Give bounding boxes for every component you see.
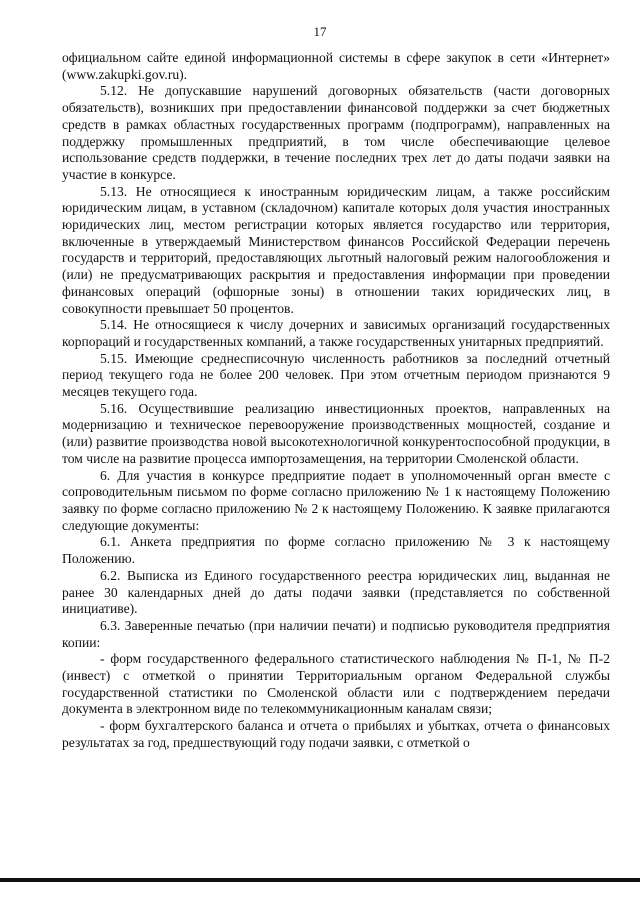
- paragraph-continuation: официальном сайте единой информационной системы в сфере закупок в сети «Интернет» (www.zakupki.gov.ru).: [62, 50, 610, 82]
- paragraph-5-15: 5.15. Имеющие среднесписочную численность работников за последний отчетный период текущего года не более 200 человек. При этом отчетным периодом признаются 9 месяцев текущего года.: [62, 350, 610, 400]
- paragraph-5-13: 5.13. Не относящиеся к иностранным юридическим лицам, а также российским юридическим лицам, в уставном (складочном) капитале которых доля участия иностранных юридических лиц, местом регистрации которых является государство или территория, включенные в утверждаемый Министерством финансов Российской Федерации перечень государств и территорий, предоставляющих льготный налоговый режим налогообложения и (или) не предусматривающих раскрытия и предоставления информации при проведении финансовых операций (офшорные зоны) в отношении таких юридических лиц, в совокупности превышает 50 процентов.: [62, 183, 610, 316]
- document-body: [62, 50, 610, 752]
- paragraph-5-16: 5.16. Осуществившие реализацию инвестиционных проектов, направленных на модернизацию и техническое перевооружение производственных мощностей, создание и (или) развитие производства новой высокотехнологичной конкурентоспособной продукции, в том числе на развитие процесса импортозамещения, на территории Смоленской области.: [62, 400, 610, 466]
- list-item-accounting-forms: - форм бухгалтерского баланса и отчета о прибылях и убытках, отчета о финансовых результатах за год, предшествующий году подачи заявки, с отметкой о: [62, 718, 610, 750]
- paragraph-5-12: 5.12. Не допускавшие нарушений договорных обязательств (части договорных обязательств), возникших при предоставлении финансовой поддержки за счет бюджетных средств в рамках областных государственных программ (подпрограмм), направленных на поддержку промышленных предприятий, в том числе обеспечивающие целевое использование средств поддержки, в течение последних трех лет до даты подачи заявки на участие в конкурсе.: [62, 83, 610, 182]
- page-number: 17: [313, 24, 327, 39]
- paragraph-6-2: 6.2. Выписка из Единого государственного реестра юридических лиц, выданная не ранее 30 календарных дней до даты подачи заявки (представляется по собственной инициативе).: [62, 567, 610, 617]
- bottom-border-line: [0, 878, 640, 882]
- list-item-statistics-forms: - форм государственного федерального статистического наблюдения № П-1, № П-2 (инвест) с отметкой о принятии Территориальным органом Федеральной службы государственной статистики по Смоленской области или с подтверждением передачи документа в электронном виде по телекоммуникационным каналам связи;: [62, 651, 610, 717]
- paragraph-6-1: 6.1. Анкета предприятия по форме согласно приложению № 3 к настоящему Положению.: [62, 534, 610, 567]
- paragraph-6: 6. Для участия в конкурсе предприятие подает в уполномоченный орган вместе с сопроводительным письмом по форме согласно приложению № 1 к настоящему Положению заявку по форме согласно приложению № 2 к настоящему Положению. К заявке прилагаются следующие документы:: [62, 467, 610, 533]
- paragraph-6-3: 6.3. Заверенные печатью (при наличии печати) и подписью руководителя предприятия копии:: [62, 617, 610, 650]
- paragraph-5-14: 5.14. Не относящиеся к числу дочерних и зависимых организаций государственных корпораций и государственных компаний, а также государственных унитарных предприятий.: [62, 317, 610, 349]
